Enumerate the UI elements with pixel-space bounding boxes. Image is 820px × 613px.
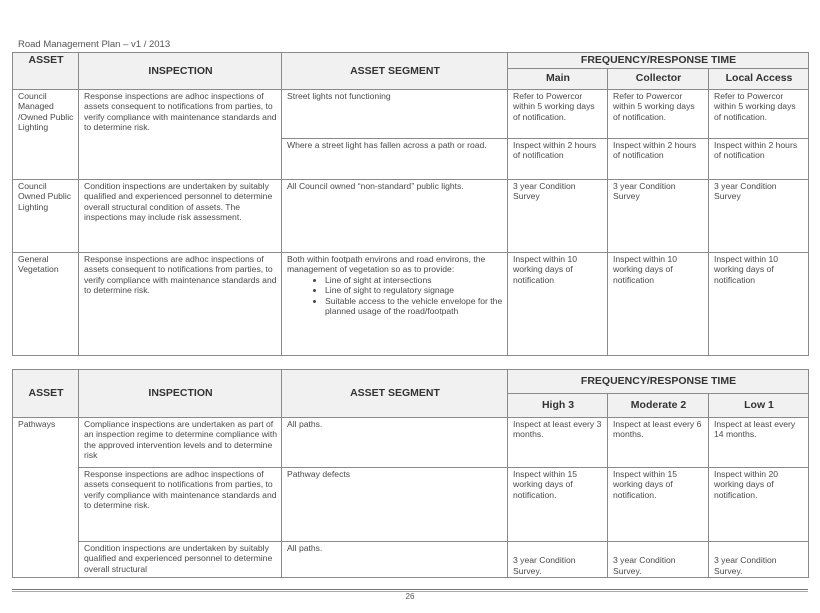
low-cell: 3 year Condition Survey. [709, 542, 809, 578]
table-row [13, 179, 809, 252]
collector-cell: Inspect within 10 working days of notification [608, 252, 709, 355]
inspection-cell: Compliance inspections are undertaken as part of an inspection regime to determine compliance with the approved intervention levels and to determine risk [79, 418, 282, 468]
local-access-cell: 3 year Condition Survey [709, 179, 809, 252]
document-title: Road Management Plan – v1 / 2013 [18, 39, 171, 50]
collector-cell: Refer to Powercor within 5 working days of notification. [608, 89, 709, 138]
segment-cell [282, 252, 508, 355]
segment-cell: Where a street light has fallen across a path or road. [282, 138, 508, 179]
inspection-cell: Response inspections are adhoc inspections of assets consequent to notifications from parties, to verify compliance with maintenance standards and to determine risk. [79, 89, 282, 179]
header-high: High 3 [508, 394, 608, 418]
list-item: • Suitable access to the vehicle envelope for the planned usage of the road/footpath [325, 296, 503, 317]
segment-cell: All Council owned “non-standard” public lights. [282, 179, 508, 252]
low-cell: Inspect at least every 14 months. [709, 418, 809, 468]
asset-cell: General Vegetation [13, 252, 79, 355]
header-inspection: INSPECTION [79, 370, 282, 418]
header-main: Main [508, 68, 608, 89]
main-cell: Inspect within 10 working days of notification [508, 252, 608, 355]
footer-divider [12, 589, 808, 590]
header-local-access: Local Access [709, 68, 809, 89]
asset-cell: Council Managed /Owned Public Lighting [13, 89, 79, 179]
header-asset: ASSET [13, 370, 79, 418]
inspection-cell: Condition inspections are undertaken by suitably qualified and experienced personnel to determine overall structural [79, 542, 282, 578]
main-cell: 3 year Condition Survey [508, 179, 608, 252]
header-collector: Collector [608, 68, 709, 89]
inspection-cell: Condition inspections are undertaken by suitably qualified and experienced personnel to determine overall structural condition of assets. The inspections may include risk assessment. [79, 179, 282, 252]
header-inspection: INSPECTION [79, 53, 282, 90]
moderate-cell: 3 year Condition Survey. [608, 542, 709, 578]
inspection-cell: Response inspections are adhoc inspections of assets consequent to notifications from parties, to verify compliance with maintenance standards and to determine risk. [79, 252, 282, 355]
low-cell: Inspect within 20 working days of notification. [709, 468, 809, 542]
segment-cell: Street lights not functioning [282, 89, 508, 138]
local-access-cell: Inspect within 2 hours of notification [709, 138, 809, 179]
header-asset: ASSET [13, 53, 79, 90]
table-row [13, 468, 809, 542]
segment-cell: Pathway defects [282, 468, 508, 542]
collector-cell: Inspect within 2 hours of notification [608, 138, 709, 179]
table-row [13, 418, 809, 468]
local-access-cell: Refer to Powercor within 5 working days of notification. [709, 89, 809, 138]
collector-cell: 3 year Condition Survey [608, 179, 709, 252]
asset-cell: Council Owned Public Lighting [13, 179, 79, 252]
segment-cell: All paths. [282, 542, 508, 578]
segment-cell: All paths. [282, 418, 508, 468]
list-item: • Line of sight at intersections [325, 275, 503, 285]
high-cell: 3 year Condition Survey. [508, 542, 608, 578]
table-row [13, 252, 809, 355]
moderate-cell: Inspect within 15 working days of notification. [608, 468, 709, 542]
main-cell: Inspect within 2 hours of notification [508, 138, 608, 179]
pathways-table [12, 369, 809, 578]
header-frequency: FREQUENCY/RESPONSE TIME [508, 53, 809, 69]
segment-intro: Both within footpath environs and road environs, the management of vegetation so as to provide: [287, 253, 486, 275]
page-number: 26 [405, 592, 415, 601]
table-row [13, 89, 809, 138]
asset-cell: Pathways [13, 418, 79, 578]
high-cell: Inspect within 15 working days of notification. [508, 468, 608, 542]
inspection-cell: Response inspections are adhoc inspections of assets consequent to notifications from parties, to verify compliance with maintenance standards and to determine risk. [79, 468, 282, 542]
header-asset-segment: ASSET SEGMENT [282, 370, 508, 418]
main-cell: Refer to Powercor within 5 working days of notification. [508, 89, 608, 138]
lighting-vegetation-table [12, 52, 809, 356]
local-access-cell: Inspect within 10 working days of notification [709, 252, 809, 355]
table-row [13, 542, 809, 578]
list-item: • Line of sight to regulatory signage [325, 285, 503, 295]
header-moderate: Moderate 2 [608, 394, 709, 418]
segment-list [287, 275, 503, 317]
header-low: Low 1 [709, 394, 809, 418]
header-frequency: FREQUENCY/RESPONSE TIME [508, 370, 809, 394]
moderate-cell: Inspect at least every 6 months. [608, 418, 709, 468]
header-asset-segment: ASSET SEGMENT [282, 53, 508, 90]
high-cell: Inspect at least every 3 months. [508, 418, 608, 468]
